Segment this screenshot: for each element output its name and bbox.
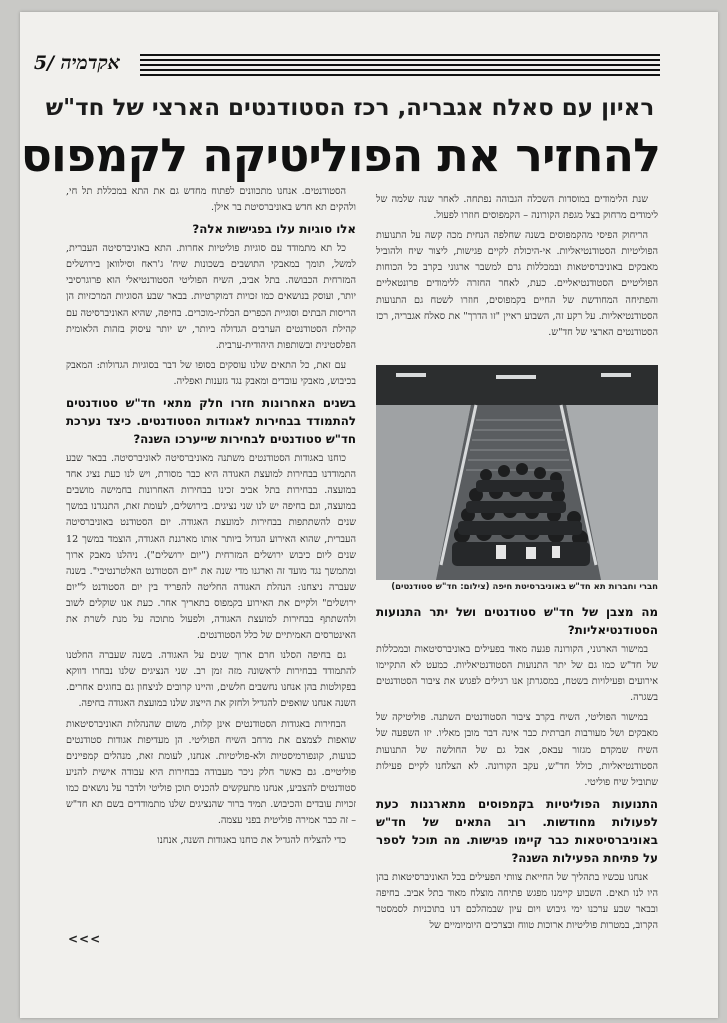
interview-question: מה מצבן של חד"ש סטודנטים ושל יתר התנועות הסטודנטיאליות?	[376, 605, 658, 637]
page-header	[33, 48, 660, 82]
body-paragraph: כדי להצליח להגדיל את כוחנו באגודות השנה, אנחנו	[157, 835, 346, 847]
header-rule-lines	[140, 54, 660, 78]
article-headline: להחזיר את הפוליטיקה לקמפוס	[20, 128, 660, 182]
article-subhead: ראיון עם סאלח אגבריה, רכז הסטודנטים הארצי של חד"ש	[45, 95, 655, 121]
staircase-image	[376, 365, 658, 580]
body-paragraph: גם בחיפה הסלנו חרם ארוך שנים על האגודה. בשנה שעברה החלטנו להתמודד בבחירות לראשונה מזה זמן רב. שני הנציגים שלנו נבחרו דווקא בפקולטות בהן אנחנו נחשבים חלשים, והיינו קרובים לניצחון גם בחוגים אחרים. השנה אנחנו שואפים להגדיל ולחזק את הייצוג שלנו במועצת האגודה בחיפה.	[66, 650, 356, 710]
body-paragraph: במישור הפוליטי, השיח בקרב ציבור הסטודנטים השתנה. פוליטיקה של מאבקים ושל מעורבות חברתית כבר אינה דבר מובן מאליו. יזו השפעה של השיח שמקדם מגזור עבאס, אבל גם של החולשה של התנועות הסטודנטיאליות, כולל חד"ש, עקב הקורונה. לא הצלחנו לקיים פעילות שתוביל שיח פוליטי.	[376, 712, 658, 788]
right-column-top	[376, 192, 658, 362]
body-paragraph: שנת הלימודים במוסדות השכלה הגבוהה נפתחה. לאחר שנה שלמה של לימודים מרחוק בצל מגפת הקורונה – הקמפוסים חוזרו לפעול.	[376, 194, 658, 222]
body-paragraph: הסטודנטים. אנחנו מתכוונים לפתוח מחדש גם את התא במכללת תל חי, ולהקים תא חדש באוניברסיטת בר אילן.	[66, 186, 356, 214]
photo-caption: חברי וחברות תא חד"ש באוניברסיטת חיפה (צילום: חד"ש סטודנטים)	[391, 582, 658, 592]
continued-marker: <<<	[68, 932, 102, 946]
body-paragraph: הריחוק הפיסי מהקמפוסים בשנה שחלפה הנחית מכה קשה על התנועות הפוליטיות הסטודנטיאליות. אי-היכולת לקיים פגישות, ליצור שיח ולהוביל מאבקים באוניברסיטאות ובמכללות גרם למשבר ארגוני בקרב כל הכוחות הפוליטיים הסטודנטיאליים. כעת, לאחר החזרה ללימודים פרונטאליים והפתיחה המחודשת של החיים בקמפוסים, חוזרו לשטח גם התנועות הסטודנטיאליות. על רקע זה, השבוע ראיין "זו הדרך" את סאלח אגבריה, רכז הסטודנטים הארצי של חד"ש.	[376, 230, 658, 338]
interview-question: התנועות הפוליטיות בקמפוסים מתארגנות כעת לפעולות מחודשות. רוב התאים של חד"ש באוניברסיטאות כבר קיימו פגישות. מה תוכל לספר על פתיחת הפעילות השנה?	[376, 796, 658, 865]
left-column	[66, 184, 356, 922]
students-photo	[376, 365, 658, 580]
right-column-bottom	[376, 600, 658, 932]
body-paragraph: הבחירות באגודות הסטודנטים אינן קלות, משום שהנהלות האוניברסיטאות שואפות לצמצם את מרחב השיח הפוליטי. הן מעדיפות אגודות סטודנטים כנועות, קונפורמיסטיות ולא-פוליטיות. אנחנו, לעומת זאת, מנהלים קמפיינים פוליטיים. גם כאשר חלק ניכר מעבודה בבחירות היא עבודה אישית להניע סטודנטים להצביע, אנחנו מתעקשים להכניס תוכן פוליטי ולדבר על נושאים כמו זכויות עובדים והכיבוש. תמיד ברור שהנציגים שלנו מתמודדים בשם תא חד"ש – זה כבר אמירה פוליטית בפני עצמה.	[66, 718, 356, 827]
section-label: אקדמיה /5	[33, 52, 120, 74]
interview-question: אלו סוגיות עלו בפגישות אלה?	[192, 222, 356, 237]
body-paragraph: כל תא מתמודד עם סוגיות פוליטיות אחרות. התא באוניברסיטה העברית, למשל, תומך במאבקי התושבים בשכונות שיח' ג'ראח וסילוואן בירושלים המזרחית הכבושה. בתל אביב, השיח הפוליטי הסטודנטיאלי הוא פרוגרסיבי יותר, ועוסק בנושאים כמו זכויות דמוקרטיות. בבאר שבע הסוגיות המרכזיות הן הריסות הבתים וסוגיית הכפרים הבלתי-מוכרים. בחיפה, שהיא האוניברסיטה עם קהילת הסטודנטים הערבים הגדולה ביותר, יש יותר עיסוק בזהות הלאומית הפלסטינית ובשותפות היהודית-ערבית.	[66, 243, 356, 351]
body-paragraph: אנחנו עכשיו בתהליך של החייאת צוותי הפעילים בכל האוניברסיטאות בהן היו לנו תאים. השבוע קיימנו מפגש פתיחה מוצלח מאוד בתל אביב. בחיפה ובבאר שבע ערכנו ימי גיבוש ויום עיון שבמהלכם דנו בתוכניות לסמסטר הקרוב, במטרות פוליטיות ארוכות טווח ובצרכים היומיומיים של	[376, 871, 658, 932]
interview-question: בשנים האחרונות חזרו חלק מתאי חד"ש סטודנטים להתמודד בבחירות לאגודות הסטודנטים. כיצד נערכת חד"ש סטודנטים לבחירות שייערכו השנה?	[66, 396, 356, 447]
body-paragraph: כוחנו באגודות הסטודנטים משתנה מאוניברסיטה לאוניברסיטה. בבאר שבע התמודדנו בבחירות למועצת האגודה היא כבר מסורת, ויש לנו כעת נציג אחד במועצה. בבחירות בתל אביב זכינו בבחירות האחרונות בחמישה מושבים במועצה, וגם בחיפה יש לנו שני נציגים. בירושלים, לעומת זאת, התנגדנו במשך שנים להשתתפות בבחירות למועצת האגודה. יום הסטודנט באוניברסיטה העברית, שהוא האירוע הגדול ביותר אותו מארגנת האגודה, הוצמד במשך 12 שנים ליום כיבוש ירושלים המזרחית ("יום ירושלים"). ניהלנו מאבק ארוך ומתמשך נגד מועד זה וארגנו מדי שנה את "יום הסטודנט האלטרנטיבי". בשנה שעברה ניצחנו: הנהלת האגודה החליטה להפריד בין יום הסטודנט ל"יום ירושלים" ולקיים את האירוע בקמפוס בתאריך אחר. כעת אנו שוקלים לשוב ולהשתתף בבחירות למועצת האגודה, ולפעול מתוכה על מנת לשרת את האינטרסים האמיתיים של כלל הסטודנטים.	[66, 453, 356, 642]
body-paragraph: במישור הארגוני, הקורונה פגעה מאוד בפעילים באוניברסיטאות ובמכללות של חד"ש כמו גם של יתר התנועות הסטודנטיאליות. כמעט לא התקיימו אירועים ופעילויות בשטח, במסגרתן אנו רגילים לפגוש את ציבור הסטודנטים בשגרה.	[376, 644, 658, 704]
body-paragraph: עם זאת, כל התאים שלנו עוסקים בסופו של דבר בסוגיות הגדולות: המאבק בכיבוש, מאבקי עובדים ומאבק נגד גזענות ואפליה.	[66, 359, 356, 387]
